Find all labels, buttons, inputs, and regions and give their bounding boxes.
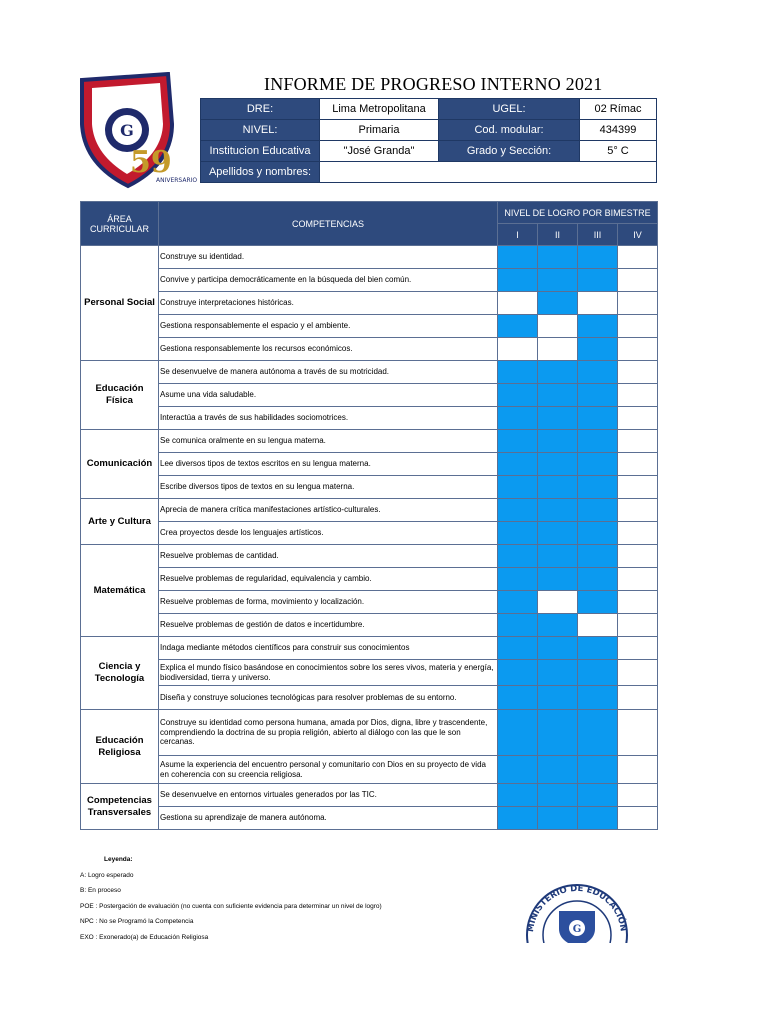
nivel-logro-cell[interactable]	[538, 361, 578, 384]
nivel-logro-cell[interactable]	[538, 292, 578, 315]
legend	[80, 852, 382, 945]
nivel-logro-cell[interactable]	[578, 807, 618, 830]
competencia-row	[81, 315, 658, 338]
area-name: Personal Social	[81, 246, 159, 361]
competencia-row	[81, 784, 658, 807]
ugel-label: UGEL:	[439, 99, 580, 120]
nivel-logro-cell[interactable]	[498, 637, 538, 660]
nivel-logro-cell[interactable]	[538, 430, 578, 453]
institucion-label: Institucion Educativa	[201, 141, 320, 162]
nivel-logro-cell[interactable]	[498, 807, 538, 830]
nivel-logro-cell[interactable]	[578, 637, 618, 660]
svg-text:E.: E.	[144, 95, 153, 105]
area-name: Competencias Transversales	[81, 784, 159, 830]
competencia-text: Crea proyectos desde los lenguajes artísticos.	[159, 522, 498, 545]
nivel-logro-cell[interactable]	[498, 384, 538, 407]
dre-label: DRE:	[201, 99, 320, 120]
nivel-logro-cell[interactable]	[538, 614, 578, 637]
nivel-logro-cell[interactable]	[578, 591, 618, 614]
school-logo	[80, 72, 202, 195]
nivel-logro-cell[interactable]	[498, 361, 538, 384]
student-info-table	[200, 98, 657, 183]
nivel-logro-cell[interactable]	[578, 660, 618, 686]
competencia-row	[81, 430, 658, 453]
nivel-logro-cell[interactable]	[538, 807, 578, 830]
nivel-logro-cell[interactable]	[578, 407, 618, 430]
competencia-row	[81, 637, 658, 660]
competencia-row	[81, 522, 658, 545]
nivel-logro-cell[interactable]	[578, 710, 618, 756]
nivel-logro-cell[interactable]	[618, 807, 658, 830]
area-name: Ciencia y Tecnología	[81, 637, 159, 710]
nivel-logro-header: NIVEL DE LOGRO POR BIMESTRE	[498, 202, 658, 224]
competencia-row	[81, 710, 658, 756]
nivel-logro-cell[interactable]	[618, 476, 658, 499]
nivel-logro-cell[interactable]	[618, 407, 658, 430]
competencia-row	[81, 384, 658, 407]
nivel-logro-cell[interactable]	[618, 499, 658, 522]
nivel-logro-cell[interactable]	[498, 269, 538, 292]
nivel-logro-cell[interactable]	[578, 614, 618, 637]
nivel-logro-cell[interactable]	[498, 614, 538, 637]
nivel-logro-cell[interactable]	[578, 476, 618, 499]
competencia-text: Interactúa a través de sus habilidades sociomotrices.	[159, 407, 498, 430]
area-name: Comunicación	[81, 430, 159, 499]
nivel-logro-cell[interactable]	[618, 430, 658, 453]
nivel-logro-cell[interactable]	[618, 453, 658, 476]
nivel-logro-cell[interactable]	[498, 499, 538, 522]
nivel-logro-cell[interactable]	[618, 269, 658, 292]
competencia-text: Resuelve problemas de cantidad.	[159, 545, 498, 568]
competencia-text: Explica el mundo físico basándose en conocimientos sobre los seres vivos, materia y energía, biodiversidad, tierra y universo.	[159, 660, 498, 686]
competencia-text: Se desenvuelve de manera autónoma a través de su motricidad.	[159, 361, 498, 384]
nivel-logro-cell[interactable]	[498, 756, 538, 784]
competencia-row	[81, 756, 658, 784]
nivel-logro-cell[interactable]	[498, 568, 538, 591]
competencia-text: Resuelve problemas de forma, movimiento y localización.	[159, 591, 498, 614]
competencia-row	[81, 660, 658, 686]
nivel-logro-cell[interactable]	[538, 686, 578, 710]
nivel-logro-cell[interactable]	[618, 338, 658, 361]
nivel-logro-cell[interactable]	[538, 338, 578, 361]
svg-text:59: 59	[130, 145, 172, 180]
apellidos-label: Apellidos y nombres:	[201, 162, 320, 183]
legend-item: EXO : Exonerado(a) de Educación Religiosa	[80, 933, 209, 941]
competencia-row	[81, 545, 658, 568]
competencia-text: Diseña y construye soluciones tecnológicas para resolver problemas de su entorno.	[159, 686, 498, 710]
cod-modular-value: 434399	[580, 120, 657, 141]
nivel-logro-cell[interactable]	[578, 522, 618, 545]
nivel-value: Primaria	[320, 120, 439, 141]
competencia-row	[81, 407, 658, 430]
competencia-row	[81, 686, 658, 710]
competencia-row	[81, 292, 658, 315]
apellidos-field[interactable]	[320, 162, 657, 183]
nivel-logro-cell[interactable]	[498, 545, 538, 568]
nivel-logro-cell[interactable]	[618, 591, 658, 614]
nivel-logro-cell[interactable]	[618, 315, 658, 338]
bimestre-header: IV	[618, 224, 658, 246]
area-name: Matemática	[81, 545, 159, 637]
nivel-logro-cell[interactable]	[538, 591, 578, 614]
nivel-logro-cell[interactable]	[498, 246, 538, 269]
nivel-logro-cell[interactable]	[578, 756, 618, 784]
competencia-text: Construye interpretaciones históricas.	[159, 292, 498, 315]
svg-text:E.: E.	[124, 93, 133, 103]
nivel-logro-cell[interactable]	[538, 545, 578, 568]
nivel-logro-cell[interactable]	[618, 660, 658, 686]
nivel-logro-cell[interactable]	[498, 338, 538, 361]
area-header: ÁREA CURRICULAR	[81, 202, 159, 246]
nivel-logro-cell[interactable]	[578, 499, 618, 522]
bimestre-header: II	[538, 224, 578, 246]
nivel-logro-cell[interactable]	[538, 407, 578, 430]
nivel-logro-cell[interactable]	[498, 686, 538, 710]
nivel-logro-cell[interactable]	[538, 784, 578, 807]
nivel-logro-cell[interactable]	[618, 784, 658, 807]
nivel-logro-cell[interactable]	[498, 522, 538, 545]
nivel-logro-cell[interactable]	[498, 407, 538, 430]
competencia-text: Se desenvuelve en entornos virtuales generados por las TIC.	[159, 784, 498, 807]
nivel-logro-cell[interactable]	[498, 784, 538, 807]
nivel-logro-cell[interactable]	[618, 568, 658, 591]
area-name: Educación Religiosa	[81, 710, 159, 784]
nivel-logro-cell[interactable]	[618, 545, 658, 568]
ugel-seal	[525, 863, 629, 948]
competencia-row	[81, 269, 658, 292]
nivel-logro-cell[interactable]	[578, 568, 618, 591]
nivel-logro-cell[interactable]	[538, 476, 578, 499]
area-name: Arte y Cultura	[81, 499, 159, 545]
nivel-logro-cell[interactable]	[538, 522, 578, 545]
competencia-text: Convive y participa democráticamente en la búsqueda del bien común.	[159, 269, 498, 292]
nivel-logro-cell[interactable]	[618, 361, 658, 384]
report-title: INFORME DE PROGRESO INTERNO 2021	[264, 74, 603, 94]
competencia-text: Gestiona responsablemente los recursos económicos.	[159, 338, 498, 361]
nivel-logro-cell[interactable]	[578, 361, 618, 384]
competencia-text: Escribe diversos tipos de textos en su lengua materna.	[159, 476, 498, 499]
nivel-logro-cell[interactable]	[498, 430, 538, 453]
nivel-logro-cell[interactable]	[538, 710, 578, 756]
competencia-row	[81, 361, 658, 384]
nivel-logro-cell[interactable]	[538, 660, 578, 686]
nivel-logro-cell[interactable]	[618, 637, 658, 660]
nivel-logro-cell[interactable]	[538, 384, 578, 407]
legend-item: A: Logro esperado	[80, 871, 134, 879]
nivel-logro-cell[interactable]	[498, 660, 538, 686]
nivel-logro-cell[interactable]	[538, 453, 578, 476]
nivel-logro-cell[interactable]	[538, 756, 578, 784]
competencia-row	[81, 614, 658, 637]
nivel-logro-cell[interactable]	[498, 476, 538, 499]
nivel-logro-cell[interactable]	[538, 315, 578, 338]
nivel-logro-cell[interactable]	[618, 756, 658, 784]
nivel-logro-cell[interactable]	[618, 522, 658, 545]
seal-text: MINISTERIO DE EDUCACIÓN	[525, 883, 628, 933]
legend-item: POE : Postergación de evaluación (no cuenta con suficiente evidencia para determinar un nivel de logro)	[80, 902, 382, 910]
nivel-logro-cell[interactable]	[538, 637, 578, 660]
institucion-value: "José Granda"	[320, 141, 439, 162]
nivel-logro-cell[interactable]	[618, 384, 658, 407]
competencias-header: COMPETENCIAS	[159, 202, 498, 246]
nivel-logro-cell[interactable]	[578, 784, 618, 807]
competencia-text: Aprecia de manera crítica manifestaciones artístico-culturales.	[159, 499, 498, 522]
nivel-logro-cell[interactable]	[618, 686, 658, 710]
competencia-text: Lee diversos tipos de textos escritos en su lengua materna.	[159, 453, 498, 476]
nivel-logro-cell[interactable]	[538, 568, 578, 591]
competencia-row	[81, 246, 658, 269]
nivel-logro-cell[interactable]	[578, 315, 618, 338]
nivel-logro-cell[interactable]	[578, 430, 618, 453]
dre-value: Lima Metropolitana	[320, 99, 439, 120]
nivel-label: NIVEL:	[201, 120, 320, 141]
competencias-body	[81, 246, 658, 830]
nivel-logro-cell[interactable]	[618, 710, 658, 756]
svg-text:ANIVERSARIO: ANIVERSARIO	[156, 177, 198, 184]
competencia-text: Construye su identidad como persona humana, amada por Dios, digna, libre y trascendente, comprendiendo la doctrina de su propia religión, abierto al diálogo con las que le son cercanas.	[159, 710, 498, 756]
nivel-logro-cell[interactable]	[618, 614, 658, 637]
competencia-row	[81, 591, 658, 614]
nivel-logro-cell[interactable]	[538, 246, 578, 269]
competencia-text: Resuelve problemas de regularidad, equivalencia y cambio.	[159, 568, 498, 591]
nivel-logro-cell[interactable]	[578, 292, 618, 315]
nivel-logro-cell[interactable]	[578, 686, 618, 710]
competencia-text: Resuelve problemas de gestión de datos e incertidumbre.	[159, 614, 498, 637]
cod-modular-label: Cod. modular:	[439, 120, 580, 141]
competencia-row	[81, 568, 658, 591]
area-name: Educación Física	[81, 361, 159, 430]
nivel-logro-cell[interactable]	[578, 384, 618, 407]
competencia-text: Asume la experiencia del encuentro personal y comunitario con Dios en su proyecto de vida en coherencia con su creencia religiosa.	[159, 756, 498, 784]
competencia-row	[81, 476, 658, 499]
nivel-logro-cell[interactable]	[618, 246, 658, 269]
svg-text:G: G	[572, 924, 582, 935]
grado-label: Grado y Sección:	[439, 141, 580, 162]
competencia-row	[81, 807, 658, 830]
bimestre-header: III	[578, 224, 618, 246]
competencia-text: Gestiona responsablemente el espacio y el ambiente.	[159, 315, 498, 338]
nivel-logro-cell[interactable]	[498, 453, 538, 476]
svg-text:I.: I.	[106, 95, 112, 105]
competencia-text: Asume una vida saludable.	[159, 384, 498, 407]
nivel-logro-cell[interactable]	[578, 545, 618, 568]
nivel-logro-cell[interactable]	[498, 591, 538, 614]
nivel-logro-cell[interactable]	[578, 269, 618, 292]
nivel-logro-cell[interactable]	[498, 710, 538, 756]
nivel-logro-cell[interactable]	[538, 499, 578, 522]
nivel-logro-cell[interactable]	[498, 315, 538, 338]
competencia-text: Se comunica oralmente en su lengua materna.	[159, 430, 498, 453]
grado-value: 5° C	[580, 141, 657, 162]
bimestre-header: I	[498, 224, 538, 246]
competencia-text: Construye su identidad.	[159, 246, 498, 269]
legend-item: B: En proceso	[80, 887, 121, 894]
nivel-logro-cell[interactable]	[618, 292, 658, 315]
competencia-text: Gestiona su aprendizaje de manera autónoma.	[159, 807, 498, 830]
nivel-logro-cell[interactable]	[538, 269, 578, 292]
nivel-logro-cell[interactable]	[498, 292, 538, 315]
competencia-row	[81, 453, 658, 476]
legend-title: Leyenda:	[104, 856, 133, 863]
competencia-row	[81, 499, 658, 522]
competencias-table	[80, 201, 658, 830]
legend-item: NPC : No se Programó la Competencia	[80, 918, 194, 925]
competencia-row	[81, 338, 658, 361]
nivel-logro-cell[interactable]	[578, 453, 618, 476]
nivel-logro-cell[interactable]	[578, 246, 618, 269]
nivel-logro-cell[interactable]	[578, 338, 618, 361]
competencia-text: Indaga mediante métodos científicos para construir sus conocimientos	[159, 637, 498, 660]
ugel-value: 02 Rímac	[580, 99, 657, 120]
svg-text:G: G	[120, 121, 134, 140]
